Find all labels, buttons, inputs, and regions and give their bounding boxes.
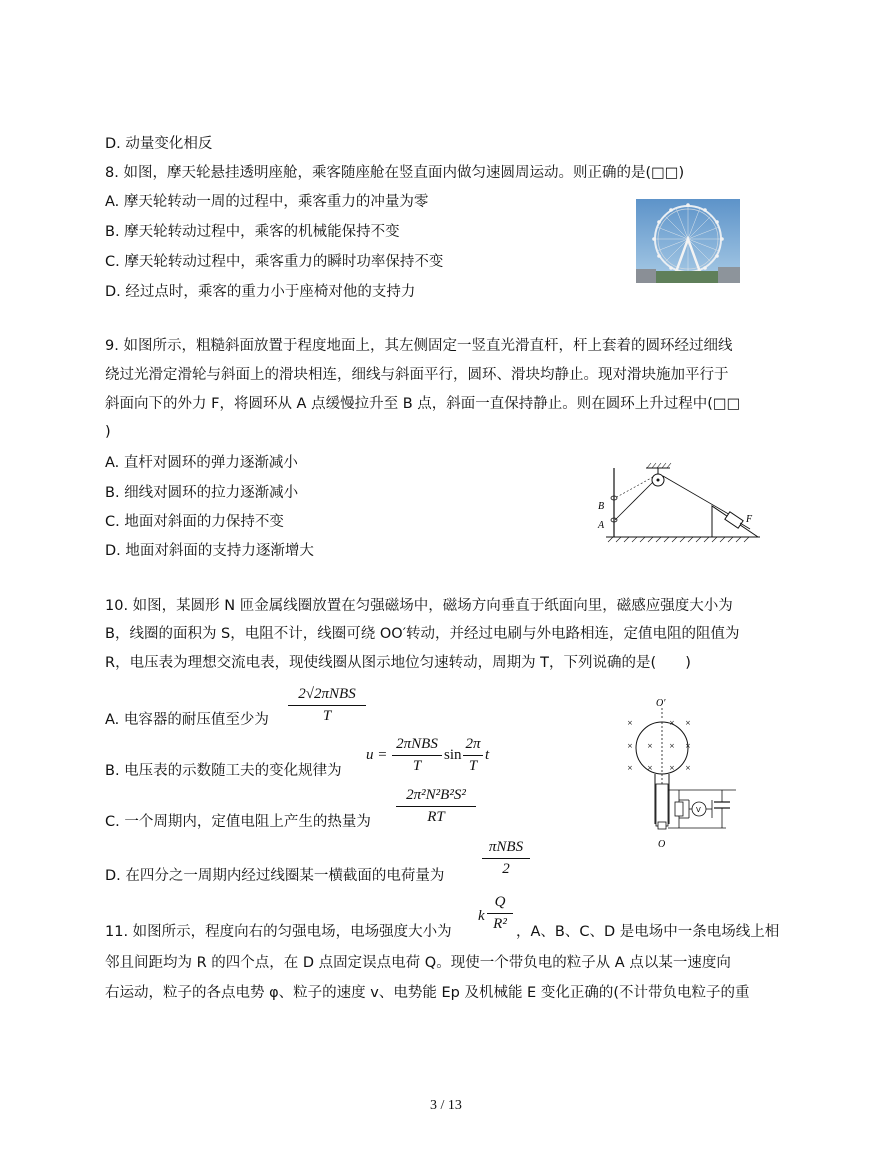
q10-option-c: C. 一个周期内，定值电阻上产生的热量为	[105, 814, 371, 830]
svg-text:×: ×	[669, 742, 675, 750]
q10-option-d: D. 在四分之一周期内经过线圈某一横截面的电荷量为	[105, 868, 445, 884]
ferris-wheel-photo	[636, 199, 740, 283]
q8-option-a: A. 摩天轮转动一周的过程中，乘客重力的冲量为零	[105, 194, 429, 210]
q10-b-numerator-2: 2π	[463, 736, 483, 756]
q11-q-numerator: Q	[487, 894, 513, 914]
q10-d-denominator: 2	[502, 861, 510, 877]
q11-k: k	[478, 908, 485, 924]
q10-option-a-formula	[288, 686, 366, 725]
q10-b-t: t	[485, 747, 490, 763]
q8-option-c: C. 摩天轮转动过程中，乘客重力的瞬时功率保持不变	[105, 254, 444, 270]
q10-c-numerator: 2π²N²B²S²	[396, 787, 476, 807]
q10-b-numerator: 2πNBS	[392, 736, 442, 756]
svg-text:×: ×	[647, 764, 653, 772]
q11-stem-line-3: 右运动，粒子的各点电势 φ、粒子的速度 v、电势能 Ep 及机械能 E 变化正确的(不计带负电粒子的重	[105, 985, 750, 1001]
q10-stem-line-1: 10. 如图，某圆形 N 匝金属线圈放置在匀强磁场中，磁场方向垂直于纸面向里，磁感应强度大小为	[105, 598, 733, 614]
q10-option-b: B. 电压表的示数随工夫的变化规律为	[105, 763, 342, 779]
q8-stem: 8. 如图，摩天轮悬挂透明座舱，乘客随座舱在竖直面内做匀速圆周运动。则正确的是(□□)	[105, 165, 685, 181]
q11-field-formula	[487, 894, 513, 933]
svg-text:×: ×	[627, 719, 633, 727]
q10-c-denominator: RT	[427, 809, 445, 825]
q10-option-a: A. 电容器的耐压值至少为	[105, 712, 269, 728]
q10-d-numerator: πNBS	[482, 839, 530, 859]
q10-b-denominator-2: T	[468, 758, 478, 774]
page-number: 3 / 13	[430, 1098, 462, 1113]
q9-stem-line-2: 绕过光滑定滑轮与斜面上的滑块相连，细线与斜面平行，圆环、滑块均静止。现对滑块施加平行于	[105, 367, 729, 383]
svg-text:×: ×	[627, 764, 633, 772]
q9-label-a: A	[598, 520, 605, 531]
q10-b-lhs: u =	[366, 747, 388, 763]
q11-stem-line-1-prefix: 11. 如图所示，程度向右的匀强电场，电场强度大小为	[105, 924, 452, 940]
svg-text:×: ×	[685, 742, 691, 750]
q9-stem-line-1: 9. 如图所示，粗糙斜面放置于程度地面上，其左侧固定一竖直光滑直杆，杆上套着的圆环经过细线	[105, 338, 733, 354]
q10-label-o-bottom: O	[658, 839, 666, 850]
q10-stem-line-2: B，线圈的面积为 S，电阻不计，线圈可绕 OO′转动，并经过电刷与外电路相连，定值电阻的阻值为	[105, 626, 740, 642]
q9-option-b: B. 细线对圆环的拉力逐渐减小	[105, 485, 299, 501]
q10-voltmeter-label: V	[696, 806, 701, 814]
q9-stem-line-3: 斜面向下的外力 F，将圆环从 A 点缓慢拉升至 B 点，斜面一直保持静止。则在圆环上升过程中(□□	[105, 396, 741, 412]
svg-text:×: ×	[685, 719, 691, 727]
q8-option-d: D. 经过点时，乘客的重力小于座椅对他的支持力	[105, 284, 416, 300]
q10-option-c-formula	[396, 787, 476, 826]
q9-option-d: D. 地面对斜面的支持力逐渐增大	[105, 543, 314, 559]
q8-option-b: B. 摩天轮转动过程中，乘客的机械能保持不变	[105, 224, 400, 240]
q10-b-fraction-1	[392, 736, 442, 775]
q10-stem-line-3: R，电压表为理想交流电表，现使线圈从图示地位匀速转动，周期为 T，下列说确的是( )	[105, 655, 691, 671]
q9-option-c: C. 地面对斜面的力保持不变	[105, 514, 284, 530]
q10-b-denominator: T	[412, 758, 422, 774]
q10-option-d-formula	[482, 839, 530, 878]
q11-stem-line-1-suffix: ，A、B、C、D 是电场中一条电场线上相	[516, 924, 780, 940]
svg-text:×: ×	[647, 742, 653, 750]
svg-text:×: ×	[627, 742, 633, 750]
q9-incline-pulley-figure	[594, 460, 764, 550]
svg-text:×: ×	[669, 764, 675, 772]
q10-a-numerator: 2√2πNBS	[288, 686, 366, 706]
q9-label-f: F	[746, 514, 753, 525]
q11-stem-line-2: 邻且间距均为 R 的四个点，在 D 点固定误点电荷 Q。现使一个带负电的粒子从 A 点以某一速度向	[105, 955, 731, 971]
svg-text:×: ×	[685, 764, 691, 772]
svg-text:×: ×	[669, 719, 675, 727]
q11-q-denominator: R²	[493, 916, 507, 932]
q10-coil-circuit-figure	[618, 694, 746, 854]
q9-option-a: A. 直杆对圆环的弹力逐渐减小	[105, 455, 298, 471]
q10-label-o-top: O′	[656, 698, 666, 709]
q9-stem-line-4: )	[105, 424, 111, 440]
q7-option-d: D. 动量变化相反	[105, 136, 213, 152]
q9-label-b: B	[598, 501, 605, 512]
q10-b-fraction-2	[463, 736, 483, 775]
q10-b-sin: sin	[444, 747, 462, 763]
q10-a-denominator: T	[322, 708, 332, 724]
